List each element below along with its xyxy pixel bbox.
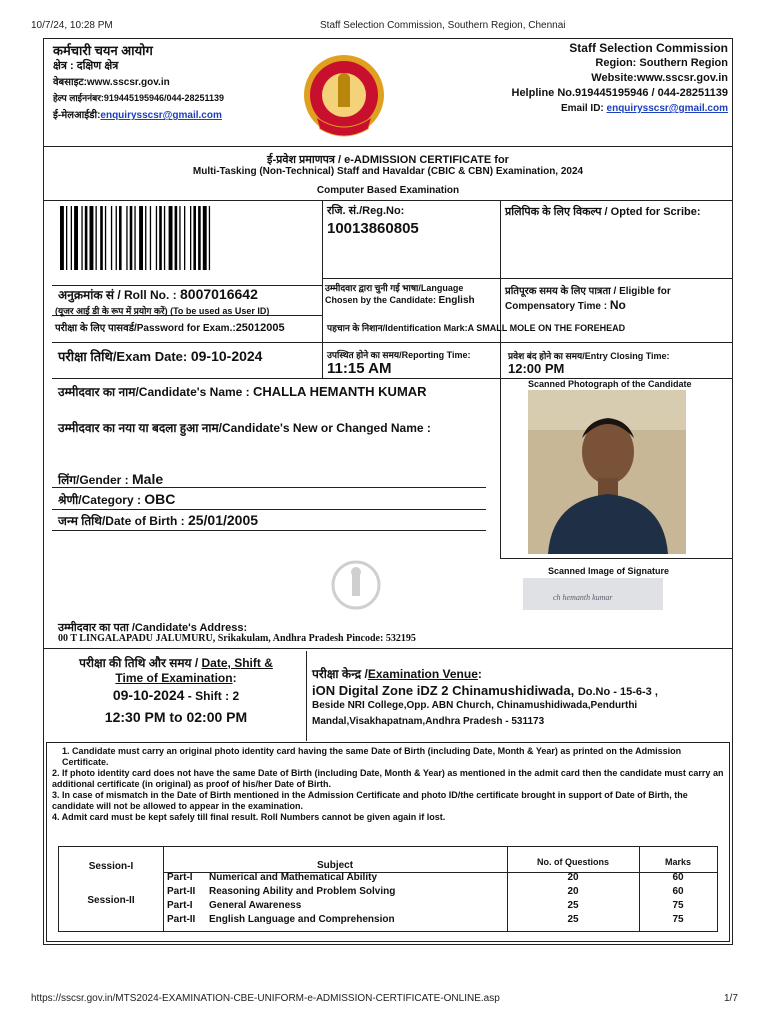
table-row: [167, 914, 717, 928]
row-subject: English Language and Comprehension: [209, 914, 395, 925]
barcode-bar: [179, 206, 180, 270]
row-questions: 20: [567, 872, 579, 883]
reporting-time: 11:15 AM: [327, 360, 392, 377]
barcode-bar: [66, 206, 67, 270]
divider: [500, 558, 733, 559]
subjects-rows: [167, 872, 717, 928]
divider: [500, 380, 501, 558]
gender-row: [58, 471, 163, 488]
barcode-bar: [90, 206, 94, 270]
barcode-bar: [190, 206, 191, 270]
row-questions: 25: [567, 914, 579, 925]
header-hi-email-link[interactable]: enquirysscsr@gmail.com: [100, 110, 222, 121]
comp-value: No: [609, 298, 626, 312]
category-row: [58, 491, 175, 508]
barcode-bar: [193, 206, 196, 270]
barcode-bar: [111, 206, 112, 270]
schedule-label: परीक्षा की तिथि और समय / Date, Shift & Time of Examination:: [79, 656, 273, 685]
id-mark-value: A SMALL MOLE ON THE FOREHEAD: [467, 323, 626, 333]
barcode-bar: [81, 206, 82, 270]
venue-name: iON Digital Zone iDZ 2 Chinamushidiwada,: [312, 683, 578, 698]
header-en-region: Region: Southern Region: [595, 57, 728, 69]
instructions-list: [52, 746, 724, 823]
comp-label-1: प्रतिपूरक समय के लिए पात्रता / Eligible for: [505, 286, 671, 297]
scribe-label: प्रलिपिक के लिए विकल्प / Opted for Scribe:: [505, 206, 701, 218]
venue-line-3: Mandal,Visakhapatnam,Andhra Pradesh - 531173: [312, 716, 545, 727]
divider: [43, 648, 733, 649]
certificate-title-en: / e-ADMISSION CERTIFICATE for: [334, 154, 509, 166]
exam-date-label: परीक्षा तिथि/Exam Date:: [58, 349, 191, 364]
row-part: Part-II: [167, 914, 196, 925]
language-row: [325, 295, 475, 306]
roll-number: 8007016642: [180, 286, 258, 302]
venue-label-en: Examination Venue: [367, 667, 478, 681]
subjects-table: [58, 846, 718, 932]
divider: [52, 509, 486, 510]
divider: [322, 200, 323, 378]
gender-label: लिंग/Gender :: [58, 473, 133, 487]
venue-line-1: [312, 683, 658, 698]
schedule-shift: - Shift : 2: [184, 689, 240, 703]
dob-label: जन्म तिथि/Date of Birth :: [58, 514, 188, 528]
barcode-bar: [184, 206, 185, 270]
barcode: [60, 206, 300, 270]
barcode-bar: [175, 206, 178, 270]
photo-label: Scanned Photograph of the Candidate: [528, 379, 692, 389]
divider: [52, 530, 486, 531]
schedule-time: 12:30 PM to 02:00 PM: [104, 709, 248, 725]
comp-row: [505, 298, 626, 312]
candidate-photo: [528, 390, 686, 554]
venue-label-hi: परीक्षा केन्द्र /: [312, 667, 368, 681]
print-page-count: 1/7: [724, 993, 738, 1004]
exam-date-value: 09-10-2024: [190, 348, 263, 364]
barcode-bar: [159, 206, 162, 270]
table-row: [167, 872, 717, 886]
session-2-label: Session-II: [87, 895, 135, 906]
barcode-bar: [150, 206, 151, 270]
row-part: Part-I: [167, 872, 193, 883]
instruction-item: 1. Candidate must carry an original photo identity card having the same Date of Birth (including Date, Month & Year) as printed on the Admission Certificate.: [62, 746, 682, 767]
barcode-bar: [134, 206, 135, 270]
row-subject: Numerical and Mathematical Ability: [209, 872, 378, 883]
divider: [43, 200, 733, 201]
language-label-2: Chosen by the Candidate:: [325, 295, 439, 305]
password-value: 25012005: [235, 322, 285, 334]
dob-value: 25/01/2005: [187, 512, 259, 528]
id-mark-label: पहचान के निशान/Identification Mark:: [327, 323, 468, 333]
reg-label: रजि. सं./Reg.No:: [327, 205, 405, 217]
print-datetime: 10/7/24, 10:28 PM: [31, 20, 113, 31]
category-label: श्रेणी/Category :: [58, 493, 145, 507]
divider: [322, 278, 733, 279]
venue-door: Do.No - 15-6-3 ,: [577, 686, 658, 698]
barcode-bar: [100, 206, 103, 270]
name-row: [58, 383, 427, 400]
signature-text: ch hemanth kumar: [553, 593, 613, 602]
table-row: [167, 900, 717, 914]
header-questions: No. of Questions: [537, 857, 609, 867]
row-subject: Reasoning Ability and Problem Solving: [209, 886, 396, 897]
header-en-email-link[interactable]: enquirysscsr@gmail.com: [606, 103, 728, 114]
header-en-website: Website:www.sscsr.gov.in: [591, 72, 728, 84]
venue-label: परीक्षा केन्द्र /Examination Venue:: [312, 667, 482, 681]
reg-number: 10013860805: [327, 220, 419, 237]
session-1-label: Session-I: [88, 861, 134, 872]
schedule-label-en-2: Time of Examination: [115, 671, 233, 685]
row-marks: 60: [672, 872, 684, 883]
barcode-bar: [96, 206, 97, 270]
comp-label-2: Compensatory Time :: [505, 301, 610, 312]
signature-image: [523, 578, 663, 610]
barcode-bar: [209, 206, 210, 270]
row-marks: 75: [672, 914, 684, 925]
barcode-bar: [74, 206, 78, 270]
closing-label: प्रवेश बंद होने का समय/Entry Closing Time:: [508, 351, 670, 361]
barcode-bar: [116, 206, 117, 270]
barcode-bar: [145, 206, 146, 270]
roll-note: (यूजर आई डी के रूप में प्रयोग करें) (To be used as User ID): [55, 306, 270, 316]
new-name-label: उम्मीदवार का नया या बदला हुआ नाम/Candidate's New or Changed Name :: [58, 421, 431, 435]
barcode-bar: [126, 206, 127, 270]
barcode-bar: [60, 206, 64, 270]
header-hi-region: क्षेत्र : दक्षिण क्षेत्र: [53, 60, 119, 72]
watermark-emblem: [330, 560, 382, 610]
barcode-bar: [164, 206, 165, 270]
schedule-label-en-1: Date, Shift &: [201, 656, 273, 670]
header-hi-title: कर्मचारी चयन आयोग: [53, 43, 153, 58]
table-row: [167, 886, 717, 900]
exam-name: Multi-Tasking (Non-Technical) Staff and Havaldar (CBIC & CBN) Examination, 2024: [192, 166, 584, 177]
barcode-bar: [139, 206, 143, 270]
header-hi-email-row: [53, 107, 222, 121]
divider: [500, 200, 501, 380]
exam-mode: Computer Based Examination: [316, 185, 460, 196]
divider: [306, 651, 307, 741]
ssc-emblem-logo: [302, 51, 386, 141]
roll-label: अनुक्रमांक सं / Roll No. :: [58, 288, 180, 302]
barcode-bar: [169, 206, 173, 270]
barcode-bar: [119, 206, 122, 270]
category-value: OBC: [144, 491, 176, 507]
language-label-1: उम्मीदवार द्वारा चुनी गई भाषा/Language: [325, 283, 464, 293]
row-part: Part-I: [167, 900, 193, 911]
header-subject: Subject: [316, 860, 354, 871]
header-en-helpline: Helpline No.919445195946 / 044-28251139: [511, 87, 728, 99]
header-hi-helpline: हेल्प लाईननंबर:919445195946/044-28251139: [53, 93, 225, 103]
print-page-title: Staff Selection Commission, Southern Region, Chennai: [320, 20, 566, 31]
header-en-email-label: Email ID:: [560, 103, 607, 114]
reporting-label: उपस्थित होने का समय/Reporting Time:: [327, 350, 471, 360]
password-label: परीक्षा के लिए पासवर्ड/Password for Exam.:: [55, 323, 236, 334]
roll-row: [58, 286, 258, 303]
instruction-item: 4. Admit card must be kept safely till final result. Roll Numbers cannot be given again if lost.: [52, 812, 446, 822]
certificate-title-hi: ई-प्रवेश प्रमाणपत्र: [267, 154, 335, 166]
signature-label: Scanned Image of Signature: [548, 566, 670, 576]
header-en-title: Staff Selection Commission: [569, 41, 728, 55]
barcode-bar: [71, 206, 72, 270]
schedule-date: 09-10-2024: [112, 687, 185, 703]
gender-value: Male: [132, 471, 164, 487]
barcode-bar: [156, 206, 157, 270]
candidate-name: CHALLA HEMANTH KUMAR: [253, 384, 427, 399]
address-value: 00 T LINGALAPADU JALUMURU, Srikakulam, Andhra Pradesh Pincode: 532195: [58, 633, 416, 644]
barcode-bar: [85, 206, 88, 270]
divider: [43, 146, 733, 147]
barcode-bar: [130, 206, 133, 270]
venue-line-2: Beside NRI College,Opp. ABN Church, Chinamushidiwada,Pendurthi: [312, 700, 638, 711]
row-marks: 75: [672, 900, 684, 911]
instruction-item: 2. If photo identity card does not have the same Date of Birth (including Date, Month & Year) as mentioned in the admit card then the candidate must carry an additional certificate (in original) as proof of his/her Date of Birth.: [52, 768, 724, 789]
password-row: [55, 320, 285, 334]
row-questions: 20: [567, 886, 579, 897]
address-label: उम्मीदवार का पता /Candidate's Address:: [58, 622, 248, 634]
name-label: उम्मीदवार का नाम/Candidate's Name :: [58, 385, 253, 399]
header-hi-website: वेबसाइट:www.sscsr.gov.in: [53, 77, 170, 88]
row-questions: 25: [567, 900, 579, 911]
barcode-bar: [105, 206, 106, 270]
schedule-label-hi: परीक्षा की तिथि और समय /: [79, 656, 202, 670]
schedule-date-row: [46, 687, 306, 703]
exam-date-row: [58, 347, 262, 365]
language-value: English: [438, 295, 475, 306]
print-url: https://sscsr.gov.in/MTS2024-EXAMINATION-CBE-UNIFORM-e-ADMISSION-CERTIFICATE-ONLINE.asp: [31, 993, 500, 1004]
header-hi-email-label: ई-मेलआईडी:: [53, 110, 101, 121]
row-part: Part-II: [167, 886, 196, 897]
row-marks: 60: [672, 886, 684, 897]
header-en-email-row: [561, 103, 728, 114]
id-mark-row: [327, 321, 625, 334]
instruction-item: 3. In case of mismatch in the Date of Birth mentioned in the Admission Certificate and photo ID/the certificate brought in support of Date of Birth, the candidate will not be allowed to appear in the examination.: [52, 790, 688, 811]
closing-time: 12:00 PM: [508, 361, 565, 376]
divider: [52, 342, 733, 343]
dob-row: [58, 512, 258, 529]
row-subject: General Awareness: [209, 900, 302, 911]
header-marks: Marks: [664, 857, 691, 867]
barcode-bar: [198, 206, 201, 270]
certificate-title: [43, 152, 733, 167]
barcode-bar: [203, 206, 207, 270]
